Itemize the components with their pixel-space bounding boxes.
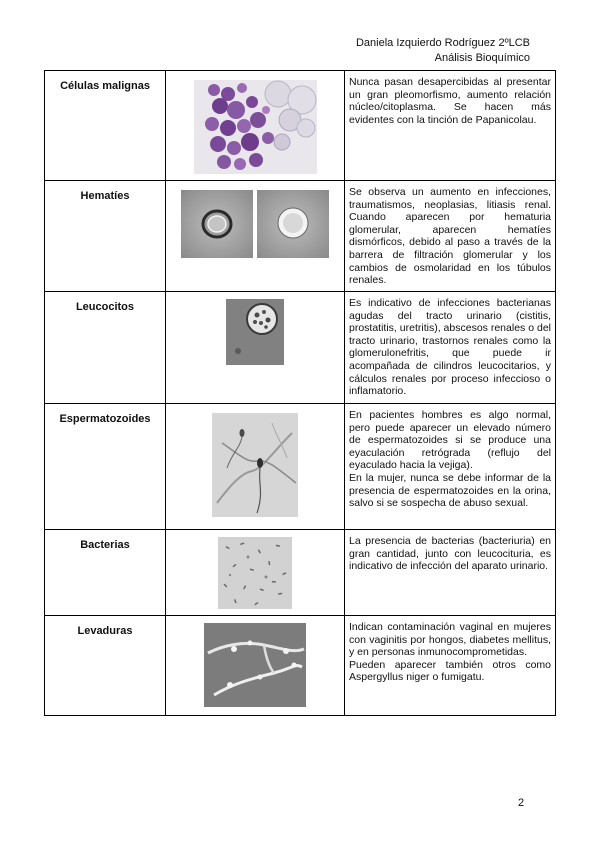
row-description-extra: Pueden aparecer también otros como Aspergyllus niger o fumigatu. [349,658,551,684]
row-description: Nunca pasan desapercibidas al presentar un gran pleomorfismo, aumento relación núcleo/citoplasma. Se hacen más evidentes con la tinción de Papanicolau. [349,76,551,126]
row-description-cell [345,181,556,292]
sediment-table [44,70,556,716]
row-description-cell [345,404,556,530]
row-image-cell [166,71,345,181]
row-image-cell [166,181,345,292]
yeast-image [204,623,306,707]
row-description: La presencia de bacterias (bacteriuria) en gran cantidad, junto con leucocituria, es indicativo de infección del aparato urinario. [349,535,551,573]
row-name: Leucocitos [45,292,166,404]
row-description: Se observa un aumento en infecciones, traumatismos, neoplasias, litiasis renal. Cuando aparecen por hematuria glomerular, aparecen hematíes dismórficos, debido al paso a través de la barrera de filtración glomerular y los cambios de osmolaridad en los túbulos renales. [349,186,551,287]
row-image-cell [166,530,345,616]
row-description: Indican contaminación vaginal en mujeres con vaginitis por hongos, diabetes mellitus, y en personas inmunocomprometidas. [349,621,551,659]
row-description: En pacientes hombres es algo normal, pero puede aparecer un elevado número de espermatozoides si se produce una eyaculación retrógrada (reflujo del eyaculado hacia la vejiga). [349,409,551,472]
row-image-cell [166,616,345,716]
row-image-cell [166,292,345,404]
row-name: Espermatozoides [45,404,166,530]
row-description: Es indicativo de infecciones bacterianas agudas del tracto urinario (cistitis, prostatitis, uretritis), abscesos renales o del tracto urinario, trastornos renales como la glomerulonefritis, que puede ir acompañada de cilindros leucocitarios, y cálculos renales por proceso infeccioso o inflamatorio. [349,297,551,398]
table-row [45,71,556,181]
header-author: Daniela Izquierdo Rodríguez 2ºLCB [355,37,530,49]
row-name: Células malignas [45,71,166,181]
row-name: Hematíes [45,181,166,292]
row-name: Bacterias [45,530,166,616]
row-description-cell [345,530,556,616]
red-blood-cells-image [181,190,329,258]
row-description-cell [345,616,556,716]
table-row [45,616,556,716]
row-description-cell [345,292,556,404]
page-number: 2 [518,797,525,809]
table-row [45,530,556,616]
malignant-cells-image [194,80,317,174]
header-subject: Análisis Bioquímico [434,52,530,64]
table-row [45,181,556,292]
bacteria-image [218,537,292,609]
table-row [45,404,556,530]
row-description-extra: En la mujer, nunca se debe informar de la presencia de espermatozoides en la orina, salvo si se sospecha de abuso sexual. [349,471,551,510]
row-image-cell [166,404,345,530]
page-header [356,36,530,66]
row-description-cell [345,71,556,181]
sperm-image [212,413,298,517]
row-name: Levaduras [45,616,166,716]
table-row [45,292,556,404]
white-blood-cell-image [226,299,284,365]
